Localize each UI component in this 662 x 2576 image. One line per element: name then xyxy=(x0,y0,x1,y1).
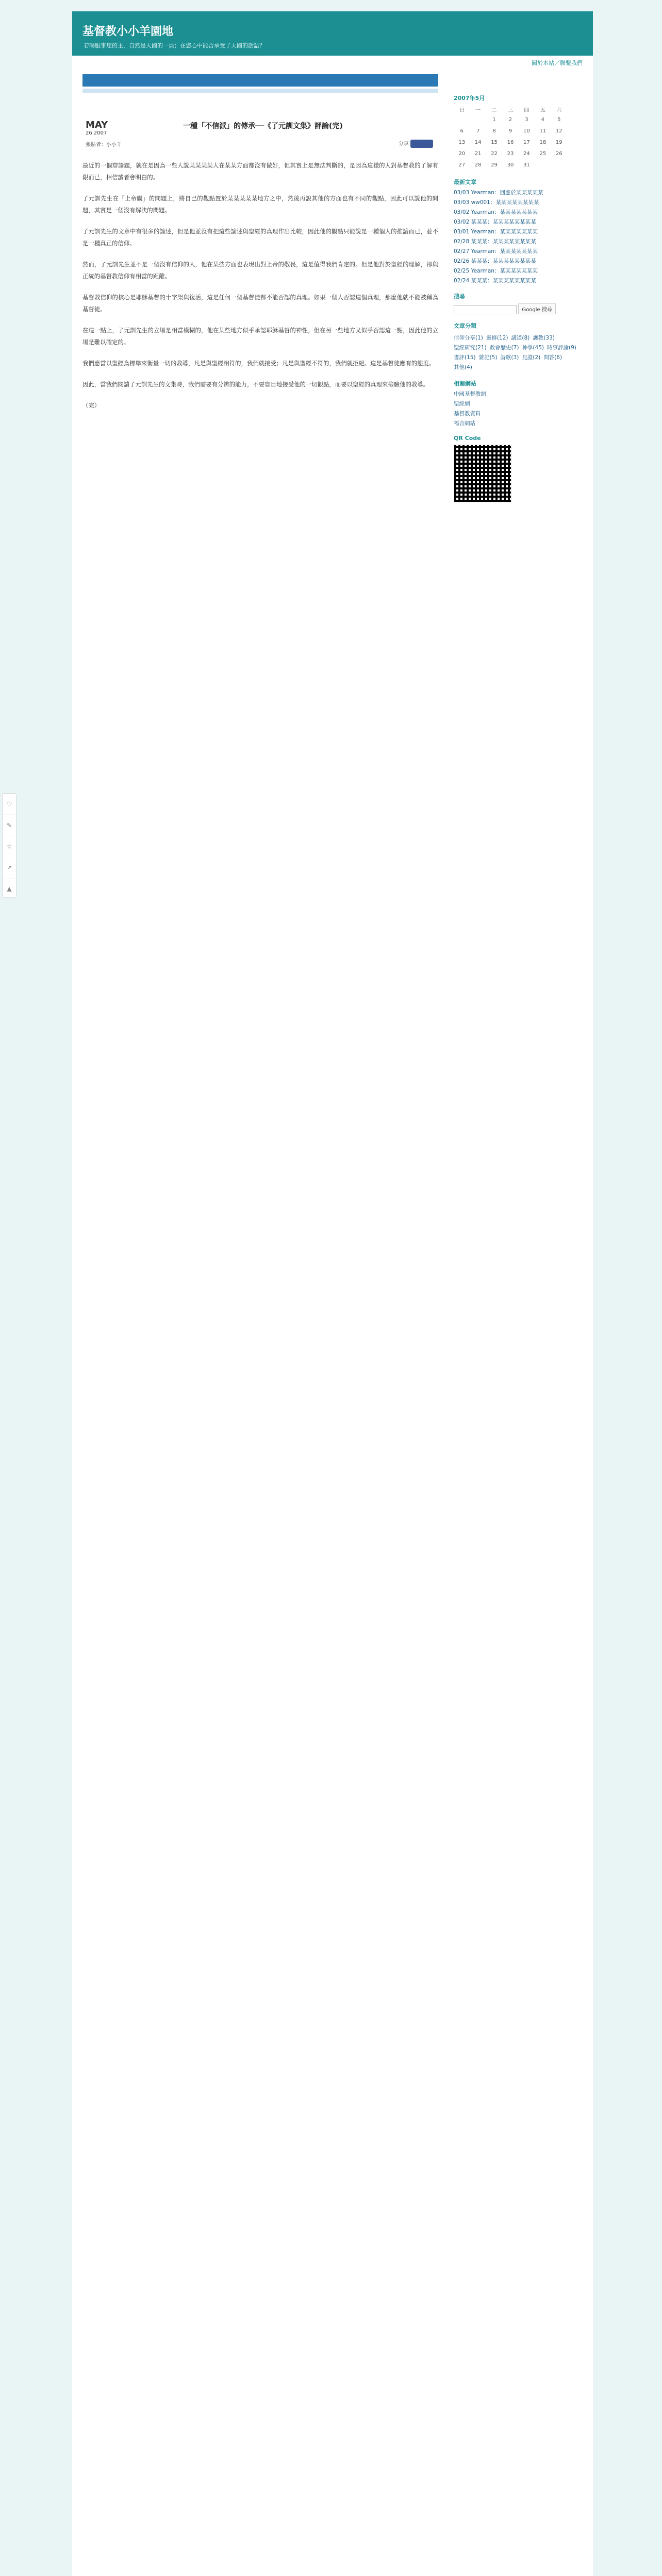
search-input[interactable] xyxy=(454,305,517,314)
recent-item[interactable]: 02/27 Yearman：某某某某某某某 xyxy=(454,248,538,255)
search-section xyxy=(454,292,583,314)
calendar-day xyxy=(551,159,567,171)
calendar-day[interactable]: 30 xyxy=(507,162,514,168)
post-paragraph: 了元訓先生的文章中有很多的論述，但是他並沒有把這些論述與聖經的真理作出比較，因此他的觀點只能說是一種個人的推論而已，並不是一種真正的信仰。 xyxy=(82,228,438,247)
recent-item[interactable]: 02/28 某某某：某某某某某某某某 xyxy=(454,239,536,245)
tag-item[interactable]: 聖經研究(21) xyxy=(454,345,487,351)
calendar-day[interactable]: 9 xyxy=(508,128,512,134)
calendar-day[interactable]: 5 xyxy=(557,116,561,123)
recent-item[interactable]: 03/02 Yearman：某某某某某某某 xyxy=(454,209,538,215)
recent-section xyxy=(454,178,583,285)
calendar-day[interactable]: 29 xyxy=(491,162,498,168)
calendar-weekday: 二 xyxy=(491,108,497,113)
tag-item[interactable]: 問答(6) xyxy=(543,354,562,361)
calendar-header: 2007年5月 xyxy=(454,95,485,101)
post-paragraph: 在這一點上，了元訓先生的立場是相當模糊的，他在某些地方似乎承認耶穌基督的神性，但在另一些地方又似乎否認這一點，因此他的立場是難以確定的。 xyxy=(82,327,438,346)
tag-item[interactable]: 雜記(5) xyxy=(478,354,498,361)
recent-list xyxy=(454,189,583,285)
calendar-day[interactable]: 8 xyxy=(492,128,496,134)
nav-bar xyxy=(82,74,438,87)
tag-item[interactable]: 見證(2) xyxy=(522,354,541,361)
post-paragraph: 基督教信仰的核心是耶穌基督的十字架與復活，這是任何一個基督徒都不能否認的真理。如果一個人否認這個真理，那麼他就不能被稱為基督徒。 xyxy=(82,294,438,313)
calendar-day[interactable]: 26 xyxy=(555,150,562,157)
nav-subbar xyxy=(82,89,438,93)
link-item[interactable]: 基督教資料 xyxy=(454,411,481,417)
recent-item[interactable]: 02/26 某某某：某某某某某某某某 xyxy=(454,258,536,264)
calendar-weekday: 一 xyxy=(475,108,481,113)
tag-item[interactable]: 講道(8) xyxy=(511,335,530,341)
calendar xyxy=(454,105,567,171)
calendar-weekday: 四 xyxy=(524,108,529,113)
tag-item[interactable]: 靈修(12) xyxy=(486,335,508,341)
tag-item[interactable]: 護教(33) xyxy=(533,335,555,341)
calendar-weekday: 日 xyxy=(459,108,465,113)
site-header xyxy=(72,11,593,56)
calendar-section xyxy=(454,94,583,171)
post-title[interactable]: 一種「不信派」的傳承──《了元訓文集》評論(完) xyxy=(183,122,343,130)
tag-item[interactable]: 信仰分享(1) xyxy=(454,335,483,341)
post-paragraph: 最近的一個辯論題，就在是因為一些人說某某某某人在某某方面都沒有做好，但其實上是無法判斷的，是因為這樣的人對基督教的了解有限而已，相信讀者會明白的。 xyxy=(82,162,438,181)
calendar-day[interactable]: 20 xyxy=(458,150,466,157)
calendar-day xyxy=(454,114,470,125)
recent-item[interactable]: 03/03 Yearman：回應於某某某某某 xyxy=(454,190,543,196)
top-icon[interactable]: ▲ xyxy=(3,878,16,900)
calendar-day xyxy=(470,114,486,125)
share-icon[interactable]: ↗ xyxy=(3,857,16,878)
link-item[interactable]: 聖經網 xyxy=(454,401,470,407)
tag-item[interactable]: 神學(45) xyxy=(522,345,544,351)
calendar-day[interactable]: 4 xyxy=(541,116,544,123)
post-date-day: 26 xyxy=(86,130,92,136)
calendar-weekday: 六 xyxy=(556,108,562,113)
tag-item[interactable]: 時事評論(9) xyxy=(547,345,576,351)
link-item[interactable]: 福音網站 xyxy=(454,420,475,427)
search-header: 搜尋 xyxy=(454,293,465,300)
recent-item[interactable]: 03/01 Yearman：某某某某某某某 xyxy=(454,229,538,235)
search-button[interactable]: Google 搜尋 xyxy=(518,303,555,314)
link-list xyxy=(454,391,583,428)
calendar-day[interactable]: 13 xyxy=(458,139,466,145)
share-button[interactable] xyxy=(410,140,433,148)
recent-item[interactable]: 02/25 Yearman：某某某某某某某 xyxy=(454,268,538,274)
site-title[interactable]: 基督教小小羊園地 xyxy=(82,25,174,38)
links-section xyxy=(454,379,583,428)
post-body xyxy=(82,160,438,421)
calendar-day[interactable]: 18 xyxy=(539,139,547,145)
post-date-year: 2007 xyxy=(93,130,107,136)
tag-item[interactable]: 教會歷史(7) xyxy=(489,345,519,351)
calendar-weekday: 三 xyxy=(507,108,513,113)
calendar-day[interactable]: 24 xyxy=(523,150,530,157)
post-meta: 張貼者：小小羊 xyxy=(86,142,122,148)
comment-icon[interactable]: ✎ xyxy=(3,815,16,836)
calendar-day[interactable]: 19 xyxy=(555,139,562,145)
share-label: 分享 xyxy=(398,141,409,147)
post-paragraph: （完） xyxy=(82,402,101,409)
calendar-day[interactable]: 27 xyxy=(458,162,466,168)
tag-item[interactable]: 其他(4) xyxy=(454,364,472,370)
post-paragraph: 然而，了元訓先生並不是一個沒有信仰的人，他在某些方面也表現出對上帝的敬畏，這是值得我們肯定的。但是他對於聖經的理解，卻與正統的基督教信仰有相當的距離。 xyxy=(82,261,438,280)
calendar-day[interactable]: 23 xyxy=(507,150,514,157)
bookmark-icon[interactable]: ☆ xyxy=(3,836,16,857)
recent-item[interactable]: 03/03 ww001：某某某某某某某某 xyxy=(454,199,539,206)
calendar-weekday: 五 xyxy=(540,108,545,113)
like-icon[interactable]: ♡ xyxy=(3,794,16,815)
site-description: 若喝服事您的主，自然是天國的一員；在您心中能否承受了天國的話語？ xyxy=(84,42,265,49)
calendar-day[interactable]: 10 xyxy=(523,128,530,134)
calendar-day[interactable]: 14 xyxy=(474,139,482,145)
calendar-day[interactable]: 1 xyxy=(492,116,496,123)
calendar-day[interactable]: 7 xyxy=(476,128,480,134)
link-item[interactable]: 中國基督教網 xyxy=(454,391,486,397)
floating-toolbar xyxy=(2,793,16,897)
page-container xyxy=(72,11,593,2576)
calendar-day[interactable]: 25 xyxy=(539,150,547,157)
qr-header: QR Code xyxy=(454,435,481,442)
tag-list xyxy=(454,333,583,372)
calendar-day[interactable]: 22 xyxy=(491,150,498,157)
calendar-day xyxy=(535,159,551,171)
calendar-day[interactable]: 12 xyxy=(555,128,562,134)
calendar-day[interactable]: 2 xyxy=(508,116,512,123)
recent-item[interactable]: 03/02 某某某：某某某某某某某某 xyxy=(454,219,536,225)
sidebar xyxy=(454,94,583,510)
post-paragraph: 了元訓先生在「上帝觀」的問題上，將自己的觀點置於某某某某某地方之中，然後再說其他的方面也有不同的觀點，因此可以說他的問題，其實是一個沒有解決的問題。 xyxy=(82,195,438,214)
post-paragraph: 我們應當以聖經為標準來衡量一切的教導，凡是與聖經相符的，我們就接受；凡是與聖經不符的，我們就拒絕。這是基督徒應有的態度。 xyxy=(82,360,435,367)
tags-header: 文章分類 xyxy=(454,323,476,329)
calendar-day[interactable]: 28 xyxy=(474,162,482,168)
recent-header: 最新文章 xyxy=(454,179,476,185)
post-date xyxy=(86,120,117,136)
calendar-day[interactable]: 31 xyxy=(523,162,530,168)
post-tools xyxy=(399,139,433,148)
about-link[interactable]: 關於本站／聯繫我們 xyxy=(532,60,583,66)
post-date-month: MAY xyxy=(86,120,108,130)
calendar-day[interactable]: 17 xyxy=(523,139,530,145)
tag-item[interactable]: 書評(15) xyxy=(454,354,476,361)
tag-item[interactable]: 詩歌(3) xyxy=(500,354,519,361)
qr-section xyxy=(454,435,583,502)
calendar-day[interactable]: 11 xyxy=(539,128,547,134)
calendar-day[interactable]: 6 xyxy=(460,128,464,134)
calendar-day[interactable]: 16 xyxy=(507,139,514,145)
post-paragraph: 因此，當我們閱讀了元訓先生的文集時，我們需要有分辨的能力，不要盲目地接受他的一切觀點，而要以聖經的真理來檢驗他的教導。 xyxy=(82,381,429,388)
calendar-day[interactable]: 15 xyxy=(491,139,498,145)
links-header: 相關網站 xyxy=(454,380,476,387)
recent-item[interactable]: 02/24 某某某：某某某某某某某某 xyxy=(454,278,536,284)
calendar-day[interactable]: 21 xyxy=(474,150,482,157)
calendar-day[interactable]: 3 xyxy=(525,116,528,123)
qr-code-image xyxy=(454,445,511,502)
tags-section xyxy=(454,321,583,372)
